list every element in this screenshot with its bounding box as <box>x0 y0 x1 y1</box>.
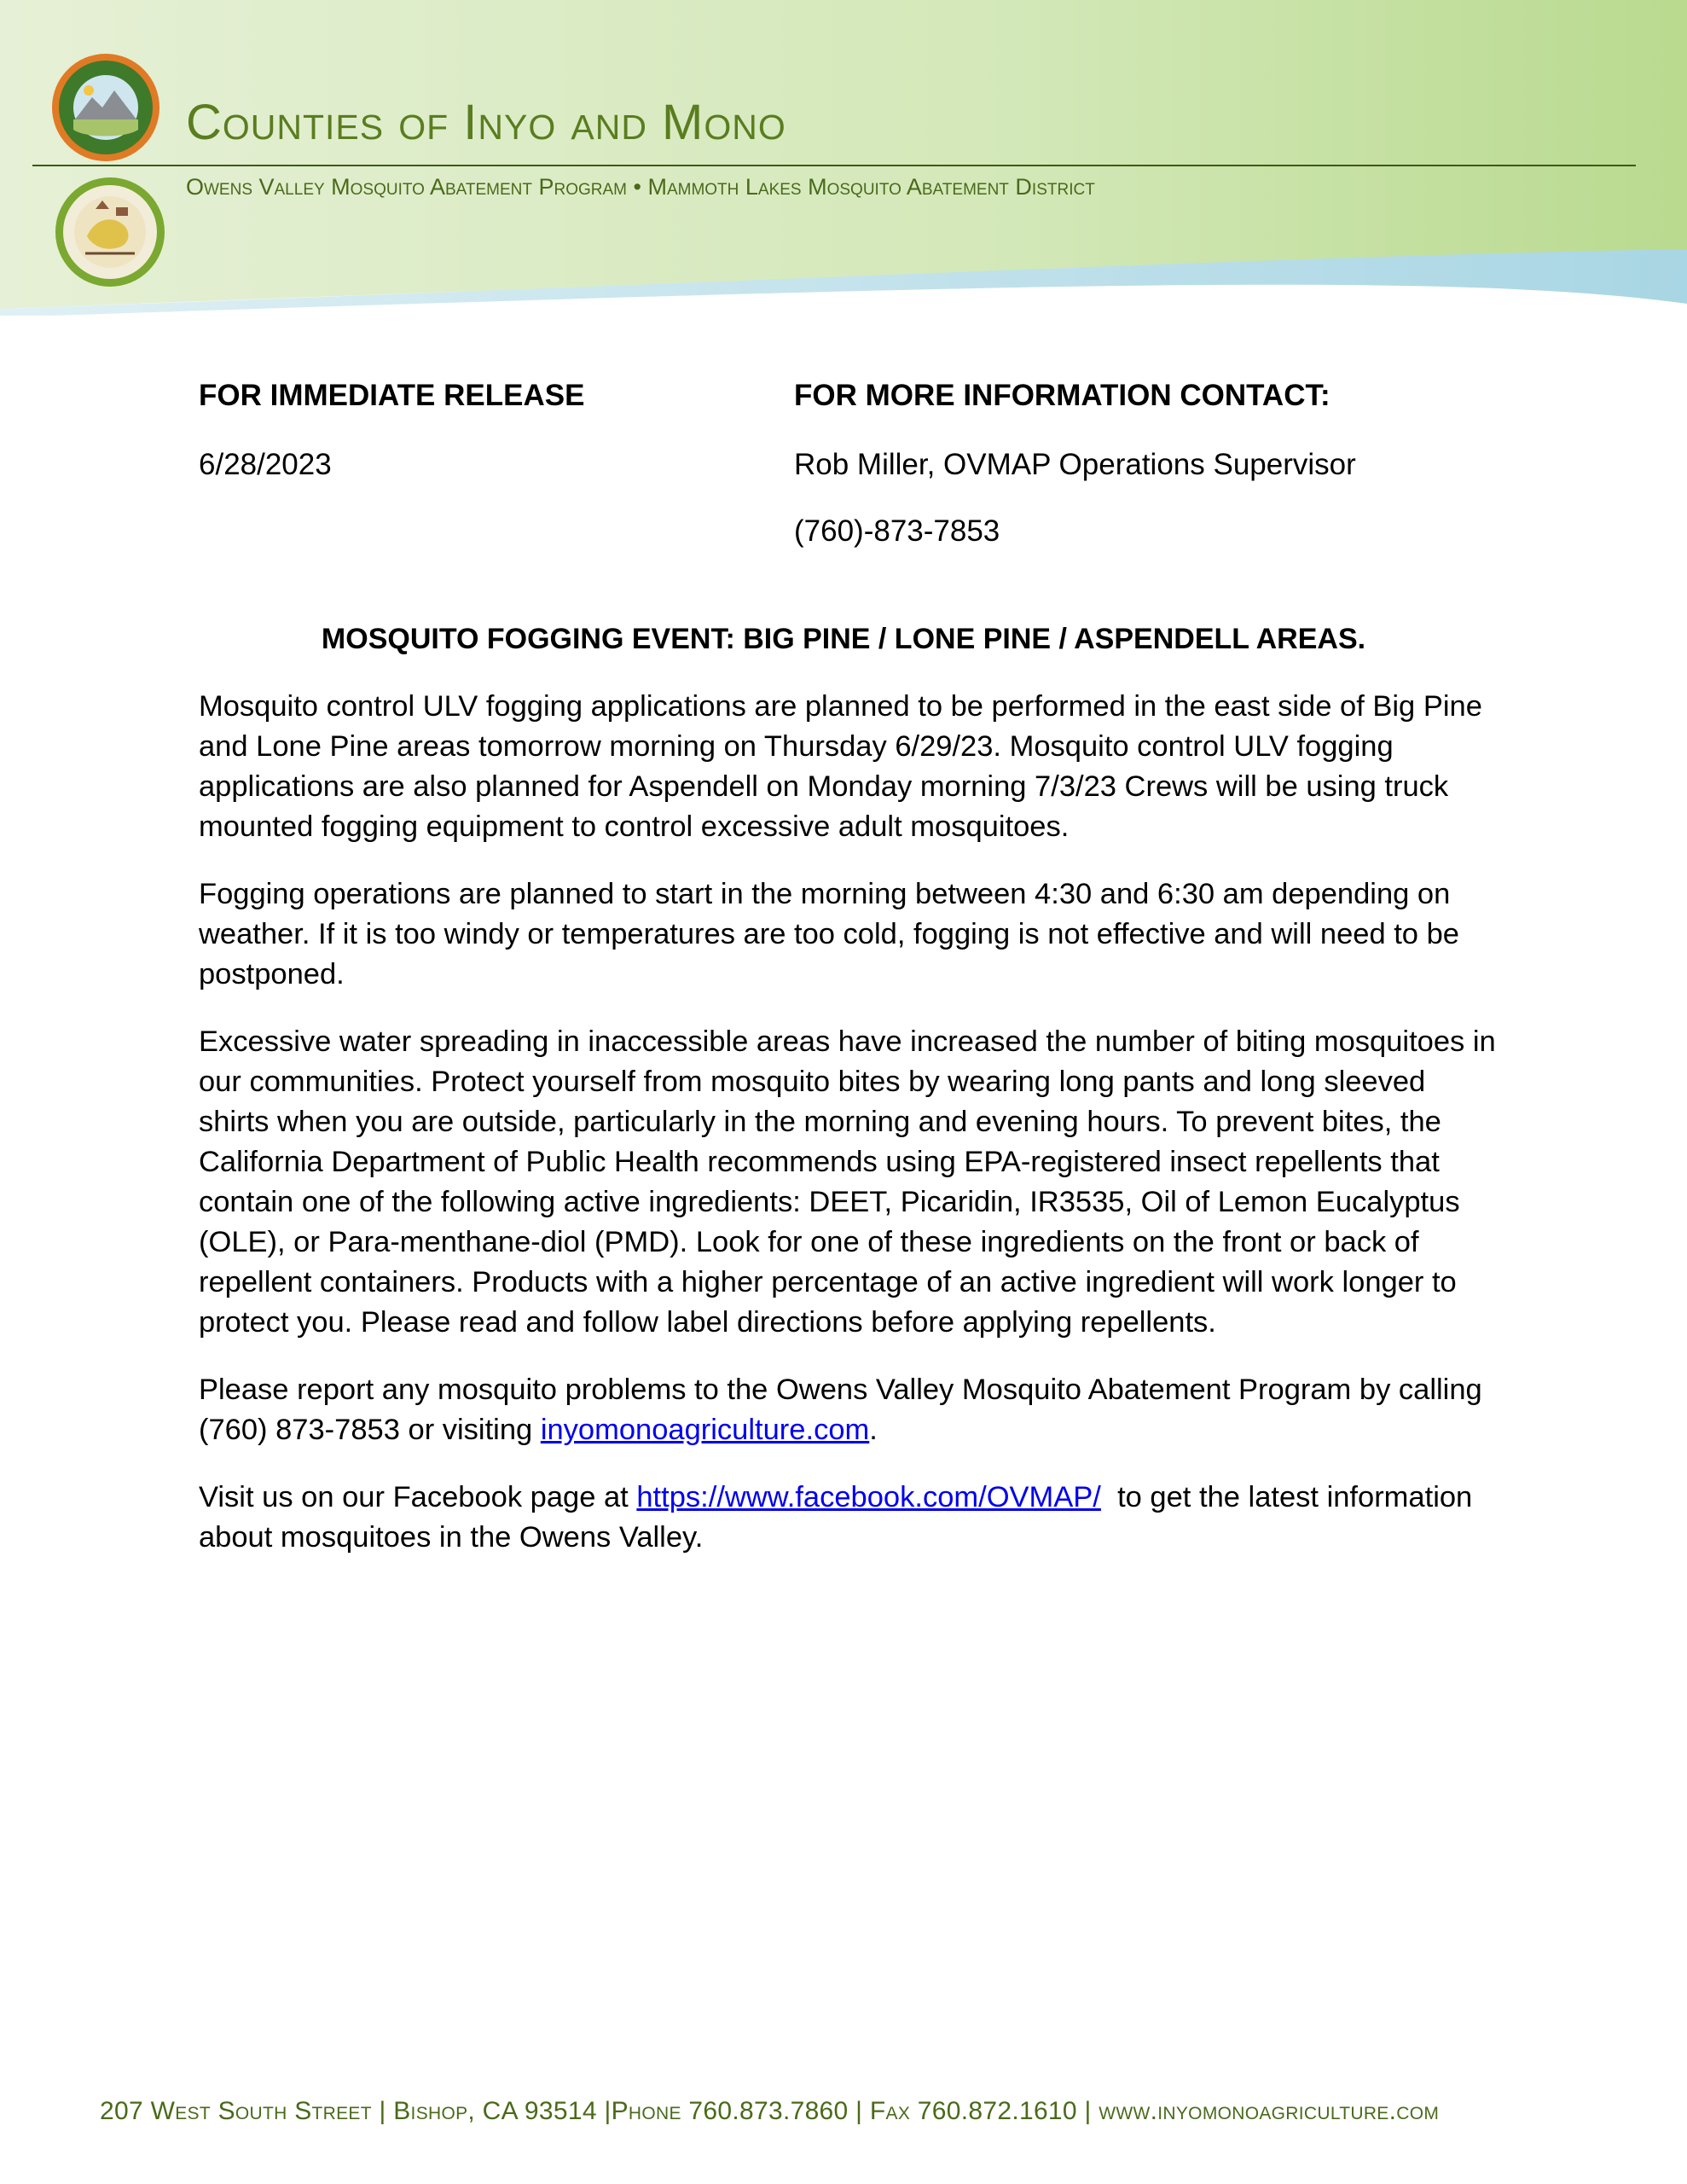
press-release-body <box>199 687 1504 1585</box>
press-release-headline: MOSQUITO FOGGING EVENT: BIG PINE / LONE PINE / ASPENDELL AREAS. <box>321 623 1366 655</box>
footer-phone: Phone 760.873.7860 <box>611 2097 849 2125</box>
paragraph-fogging-schedule: Mosquito control ULV fogging applications are planned to be performed in the east side of Big Pine and Lone Pine areas tomorrow morning on Thursday 6/29/23. Mosquito control ULV fogging applications are also planned for Aspendell on Monday morning 7/3/23 Crews will be using truck mounted fogging equipment to control excessive adult mosquitoes. <box>199 690 1482 843</box>
report-text: Please report any mosquito problems to the Owens Valley Mosquito Abatement Program by calling (760) 873-7853 or visiting <box>199 1374 1482 1446</box>
facebook-text-end: to get the latest information about mosquitoes in the Owens Valley. <box>199 1481 1481 1554</box>
mono-county-seal-icon <box>53 175 167 289</box>
header-divider <box>32 165 1636 166</box>
letterhead <box>0 0 1687 316</box>
paragraph-facebook <box>199 1478 1504 1558</box>
report-text-end: . <box>869 1414 878 1446</box>
facebook-link[interactable]: https://www.facebook.com/OVMAP/ <box>636 1481 1101 1513</box>
contact-name: Rob Miller, OVMAP Operations Supervisor <box>794 448 1356 481</box>
paragraph-report-problems <box>199 1370 1504 1450</box>
inyo-county-seal-icon <box>49 51 162 164</box>
contact-label: FOR MORE INFORMATION CONTACT: <box>794 379 1330 412</box>
paragraph-bite-prevention: Excessive water spreading in inaccessible areas have increased the number of biting mosquitoes in our communities. Protect yourself from mosquito bites by wearing long pants and long sleeved shirts when you are outside, particularly in the morning and evening hours. To prevent bites, the California Department of Public Health recommends using EPA-registered insect repellents that contain one of the following active ingredients: DEET, Picaridin, IR3535, Oil of Lemon Eucalyptus (OLE), or Para-menthane-diol (PMD). Look for one of these ingredients on the front or back of repellent containers. Products with a higher percentage of an active ingredient will work longer to protect you. Please read and follow label directions before applying repellents. <box>199 1025 1496 1339</box>
release-date: 6/28/2023 <box>199 448 332 481</box>
footer-fax: Fax 760.872.1610 <box>869 2097 1077 2125</box>
organization-title: Counties of Inyo and Mono <box>186 95 786 150</box>
release-label: FOR IMMEDIATE RELEASE <box>199 379 585 412</box>
footer-website: www.inyomonoagriculture.com <box>1099 2097 1440 2125</box>
website-link[interactable]: inyomonoagriculture.com <box>540 1414 870 1446</box>
facebook-text: Visit us on our Facebook page at <box>199 1481 637 1513</box>
footer-address: 207 West South Street <box>100 2097 372 2125</box>
paragraph-fogging-timing: Fogging operations are planned to start in the morning between 4:30 and 6:30 am depending on weather. If it is too windy or temperatures are too cold, fogging is not effective and will need to be postponed. <box>199 878 1459 990</box>
contact-phone: (760)-873-7853 <box>794 514 1000 548</box>
footer-city: Bishop, CA 93514 <box>393 2097 597 2125</box>
footer-contact-line: 207 West South Street | Bishop, CA 93514 |Phone 760.873.7860 | Fax 760.872.1610 | www.inyomonoagriculture.com <box>100 2097 1440 2125</box>
letterhead-banner <box>0 0 1687 316</box>
organization-subtitle: Owens Valley Mosquito Abatement Program • Mammoth Lakes Mosquito Abatement District <box>186 174 1095 200</box>
